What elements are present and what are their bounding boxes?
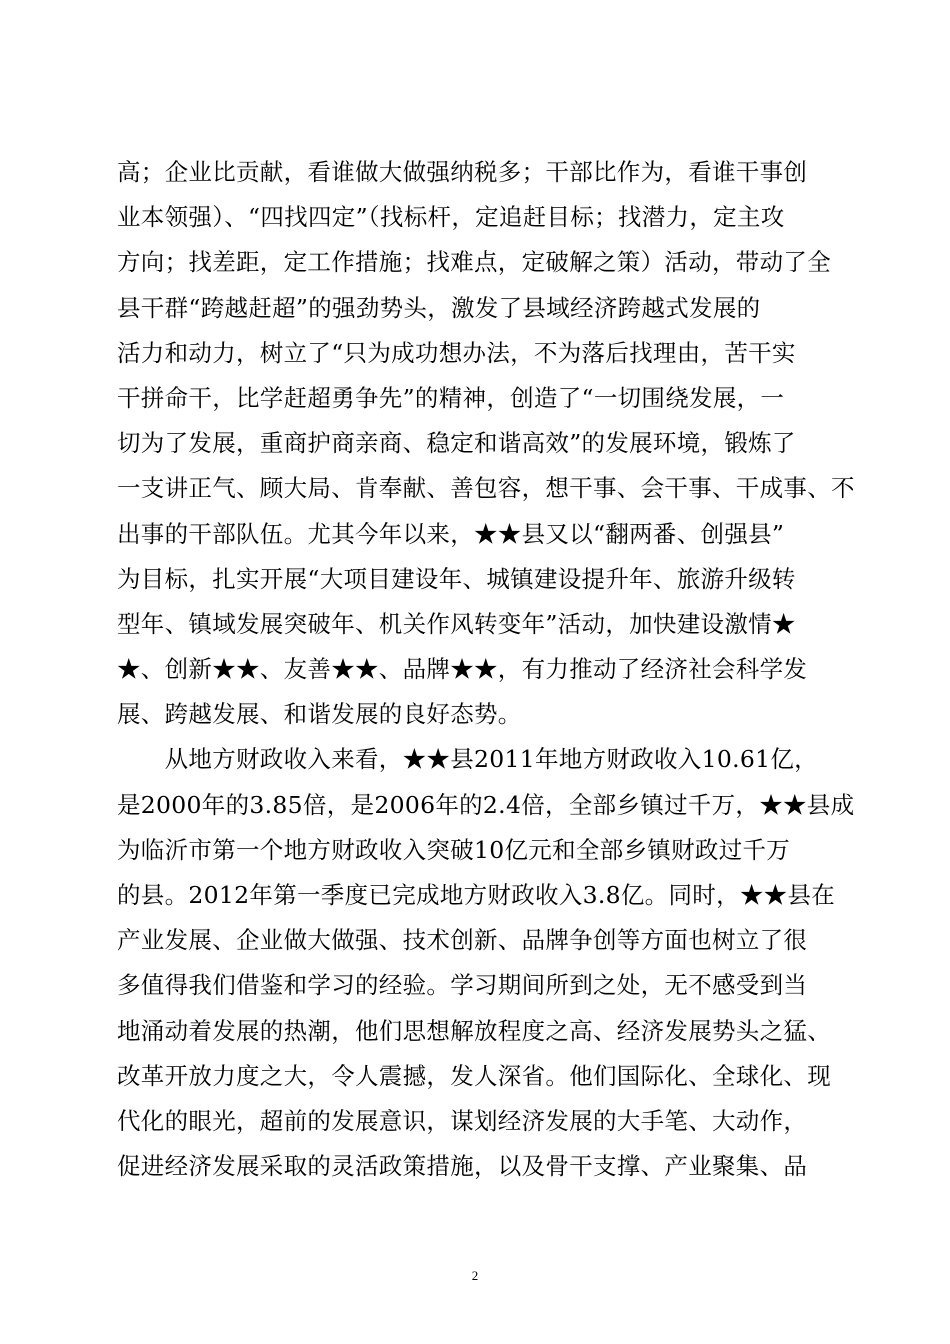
text-line: ★、创新★★、友善★★、品牌★★，有力推动了经济社会科学发 (117, 655, 808, 684)
text-line: 方向；找差距，定工作措施；找难点，定破解之策）活动，带动了全 (117, 248, 831, 277)
text-line: 改革开放力度之大，令人震撼，发人深省。他们国际化、全球化、现 (117, 1061, 831, 1090)
text-line: 为临沂市第一个地方财政收入突破10亿元和全部乡镇财政过千万 (117, 835, 791, 864)
text-line: 地涌动着发展的热潮，他们思想解放程度之高、经济发展势头之猛、 (117, 1016, 831, 1045)
text-line: 干拼命干，比学赶超勇争先”的精神，创造了“一切围绕发展，一 (117, 383, 785, 412)
text-line: 一支讲正气、顾大局、肯奉献、善包容，想干事、会干事、干成事、不 (117, 474, 855, 503)
text-line: 型年、镇域发展突破年、机关作风转变年”活动，加快建设激情★ (117, 609, 796, 638)
text-line: 展、跨越发展、和谐发展的良好态势。 (117, 700, 522, 729)
text-line: 代化的眼光，超前的发展意识，谋划经济发展的大手笔、大动作， (117, 1106, 808, 1135)
text-line: 活力和动力，树立了“只为成功想办法，不为落后找理由，苦干实 (117, 338, 796, 367)
text-line: 促进经济发展采取的灵活政策措施，以及骨干支撑、产业聚集、品 (117, 1152, 808, 1181)
text-line: 的县。2012年第一季度已完成地方财政收入3.8亿。同时，★★县在 (117, 881, 836, 909)
text-line: 是2000年的3.85倍，是2006年的2.4倍，全部乡镇过千万，★★县成 (117, 790, 855, 819)
text-line: 多值得我们借鉴和学习的经验。学习期间所到之处，无不感受到当 (117, 971, 808, 1000)
text-line: 高；企业比贡献，看谁做大做强纳税多；干部比作为，看谁干事创 (117, 158, 808, 186)
text-line: 为目标，扎实开展“大项目建设年、城镇建设提升年、旅游升级转 (117, 564, 796, 593)
text-line: 从地方财政收入来看，★★县2011年地方财政收入10.61亿， (117, 745, 818, 774)
text-line: 切为了发展，重商护商亲商、稳定和谐高效”的发展环境，锻炼了 (117, 429, 796, 458)
text-line: 业本领强）、“四找四定”（找标杆，定追赶目标；找潜力，定主攻 (117, 203, 785, 232)
body-text (117, 150, 855, 1189)
text-line: 出事的干部队伍。尤其今年以来，★★县又以“翻两番、创强县” (117, 519, 785, 548)
text-line: 县干群“跨越赶超”的强劲势头，激发了县域经济跨越式发展的 (117, 293, 761, 322)
page-number: 2 (471, 1268, 479, 1283)
text-line: 产业发展、企业做大做强、技术创新、品牌争创等方面也树立了很 (117, 926, 808, 955)
